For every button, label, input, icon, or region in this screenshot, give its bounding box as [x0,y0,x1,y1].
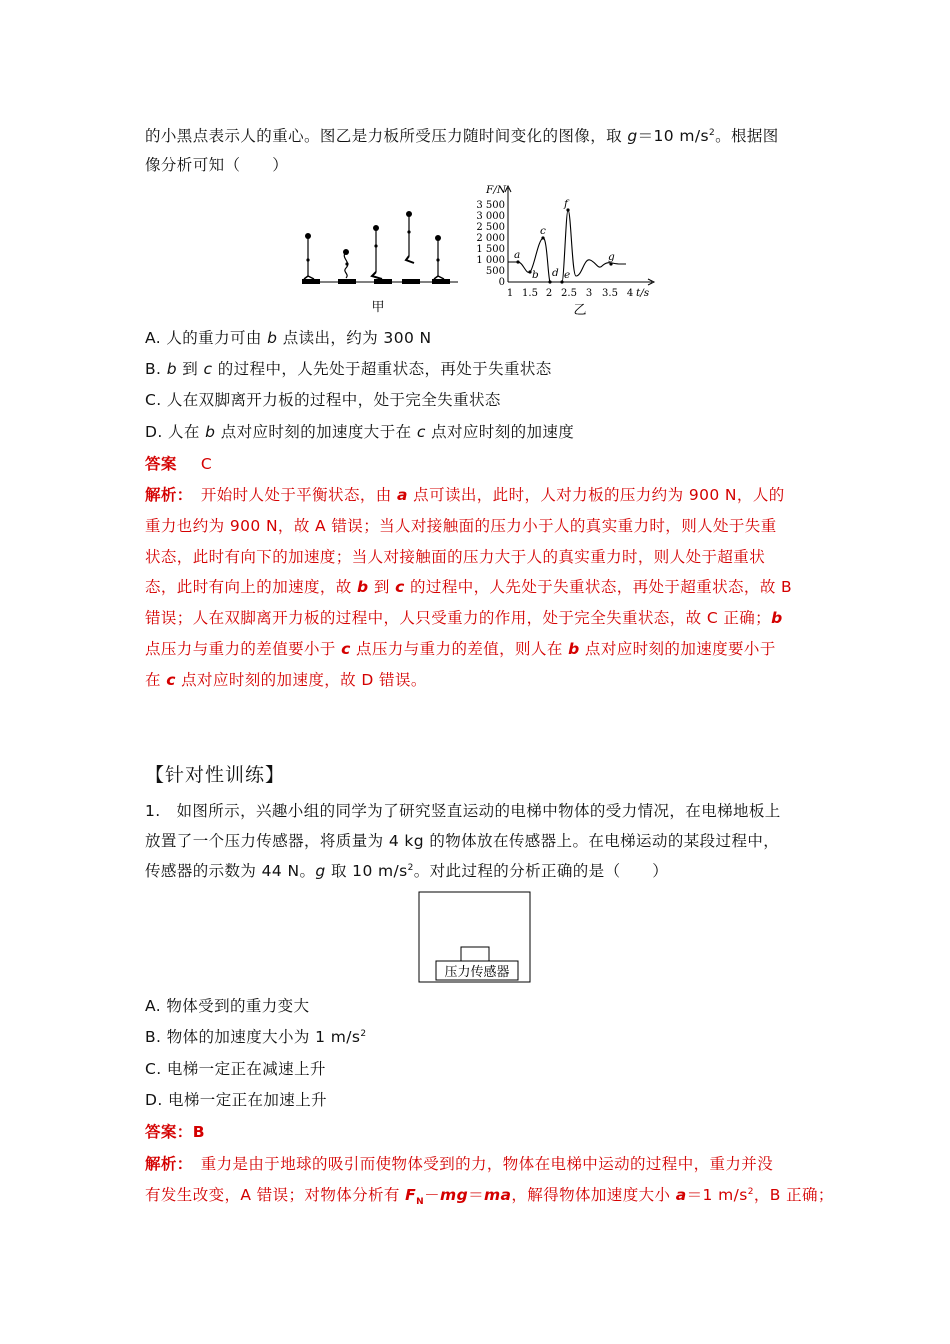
var: ma [483,1186,512,1204]
var: a [396,486,408,504]
answer-value: C [200,455,213,473]
y-tick-0: 0 [498,277,505,288]
section-title: 【针对性训练】 [145,764,286,786]
superscript: 2 [708,127,716,138]
y-tick-500: 500 [485,266,505,277]
answer-line [145,454,212,474]
intro-line-2: 像分析可知（ ） [145,156,289,174]
analysis-line-5 [145,608,783,628]
var: c [166,671,176,689]
sensor-label: 压力传感器 [444,965,510,980]
q2-option-a: A. 物体受到的重力变大 [145,997,310,1015]
var: mg [440,1186,469,1204]
analysis-line-4 [145,577,792,597]
q2-analysis-line-2 [145,1185,834,1208]
label-a: a [514,249,521,261]
analysis-text: 的过程中，人先处于失重状态，再处于超重状态，故 B [404,578,793,596]
analysis-text: ＝1 m/s [686,1186,748,1204]
feet-4 [406,256,414,263]
var: b [568,640,580,658]
plate-5 [432,279,450,284]
label-b: b [532,269,539,281]
analysis-text: 开始时人处于平衡状态，由 [184,486,397,504]
var: c [341,640,351,658]
analysis-line-3: 状态，此时有向下的加速度；当人对接触面的压力大于人的真实重力时，则人处于超重状 [145,548,766,566]
center-of-gravity-1 [306,258,309,261]
analysis-text: 重力是由于地球的吸引而使物体受到的力，物体在电梯中运动的过程中，重力并没 [200,1155,774,1173]
intro-text: 的小黑点表示人的重心。图乙是力板所受压力随时间变化的图像，取 [145,127,628,145]
option-b [145,359,552,379]
analysis-line-7 [145,670,427,690]
q2-text: 取 10 m/s [325,862,408,880]
analysis-text: 点对应时刻的加速度要小于 [579,640,776,658]
y-tick-3500: 3 500 [476,200,505,211]
subscript: N [416,1197,425,1208]
center-of-gravity-3 [374,244,377,247]
var: c [416,423,426,441]
intro-line-1 [145,126,779,146]
var: c [203,360,213,378]
label-f: f [564,198,568,210]
x-axis-label: t/s [636,287,650,299]
analysis-text: 到 [368,578,396,596]
plate-4 [402,279,420,284]
option-text: D. 人在 [145,423,206,441]
analysis-text: 点压力与重力的差值，则人在 [350,640,569,658]
intro-text: 。根据图 [715,127,779,145]
object-block [461,947,489,961]
point-d [548,280,551,283]
analysis-text: ，B 正确； [753,1186,834,1204]
q2-analysis-line-1 [145,1154,773,1174]
feet-3 [372,272,382,279]
q2-line-2: 放置了一个压力传感器，将质量为 4 kg 的物体放在传感器上。在电梯运动的某段过程中， [145,832,780,850]
analysis-text: ，解得物体加速度大小 [511,1186,676,1204]
y-ticks [476,200,505,288]
option-d [145,422,574,442]
y-tick-3000: 3 000 [476,211,505,222]
q2-line-1: 1. 如图所示，兴趣小组的同学为了研究竖直运动的电梯中物体的受力情况，在电梯地板上 [145,802,781,820]
option-text: 的过程中，人先处于超重状态，再处于失重状态 [212,360,552,378]
analysis-text: 点对应时刻的加速度，故 D 错误。 [175,671,427,689]
var: b [205,423,216,441]
intro-text: ＝10 m/s [637,127,709,145]
plate-1 [302,279,320,284]
y-tick-1500: 1 500 [476,244,505,255]
x-tick-2.5: 2.5 [561,288,577,299]
q2-option-d: D. 电梯一定正在加速上升 [145,1091,327,1109]
label-e: e [564,269,571,281]
y-tick-2500: 2 500 [476,222,505,233]
option-text: 点对应时刻的加速度大于在 [215,423,417,441]
analysis-text: 错误；人在双脚离开力板的过程中，人只受重力的作用，处于完全失重状态，故 C 正确； [145,609,772,627]
var: b [166,360,177,378]
var: b [771,609,783,627]
analysis-text: 点可读出，此时，人对力板的压力约为 900 N，人的 [407,486,785,504]
y-tick-1000: 1 000 [476,255,505,266]
option-text: 点读出，约为 300 N [277,329,432,347]
analysis-text: ＝ [468,1186,484,1204]
analysis-label: 解析： [145,486,185,504]
superscript: 2 [407,862,414,873]
option-text: B. [145,360,167,378]
label-g: g [608,251,615,263]
q2-option-c: C. 电梯一定正在减速上升 [145,1060,326,1078]
q2-option-b [145,1027,366,1047]
plate-3 [374,279,392,284]
analysis-text: － [424,1186,441,1204]
var-g: g [627,127,638,145]
analysis-line-6 [145,639,776,659]
center-of-gravity-2 [345,262,348,265]
analysis-label: 解析： [145,1155,193,1173]
x-tick-4: 4 [626,288,634,299]
analysis-line-2: 重力也约为 900 N，故 A 错误；当人对接触面的压力小于人的真实重力时，则人处于失重 [145,517,777,535]
var: b [267,329,278,347]
plate-2 [338,279,356,284]
var: F [405,1186,417,1204]
x-tick-1.5: 1.5 [522,288,538,299]
analysis-line-1 [145,485,785,505]
y-axis-label: F/N [486,184,507,196]
q2-text: 。对此过程的分析正确的是（ ） [413,862,669,880]
superscript: 2 [747,1186,754,1197]
x-tick-1: 1 [506,288,514,299]
x-ticks [507,288,633,299]
q2-line-3 [145,861,668,881]
label-d: d [552,267,559,279]
var: b [357,578,369,596]
figure-force-plate [290,180,670,320]
option-text: 点对应时刻的加速度 [425,423,575,441]
caption-yi: 乙 [573,303,587,318]
var: c [395,578,405,596]
analysis-text: 点压力与重力的差值要小于 [145,640,342,658]
var-g: g [315,862,326,880]
var: a [675,1186,687,1204]
answer-label: 答案 [145,455,177,473]
feet-1 [304,276,314,279]
option-c: C. 人在双脚离开力板的过程中，处于完全失重状态 [145,391,501,409]
q2-answer: 答案：B [145,1123,205,1141]
option-text: 到 [176,360,204,378]
center-of-gravity-4 [407,230,410,233]
x-tick-3: 3 [585,288,593,299]
analysis-text: 态，此时有向上的加速度，故 [145,578,358,596]
caption-jia: 甲 [371,300,385,315]
analysis-text: 有发生改变，A 错误；对物体分析有 [145,1186,406,1204]
center-of-gravity-5 [436,258,439,261]
option-text: B. 物体的加速度大小为 1 m/s [145,1028,361,1046]
superscript: 2 [360,1028,367,1039]
figure-elevator [418,890,532,984]
y-tick-2000: 2 000 [476,233,505,244]
option-a [145,328,432,348]
option-text: A. 人的重力可由 [145,329,268,347]
x-tick-3.5: 3.5 [602,288,618,299]
q2-text: 传感器的示数为 44 N。 [145,862,316,880]
x-tick-2: 2 [545,288,553,299]
label-c: c [540,225,546,237]
feet-5 [434,276,444,279]
analysis-text: 在 [145,671,167,689]
point-labels [514,198,615,281]
